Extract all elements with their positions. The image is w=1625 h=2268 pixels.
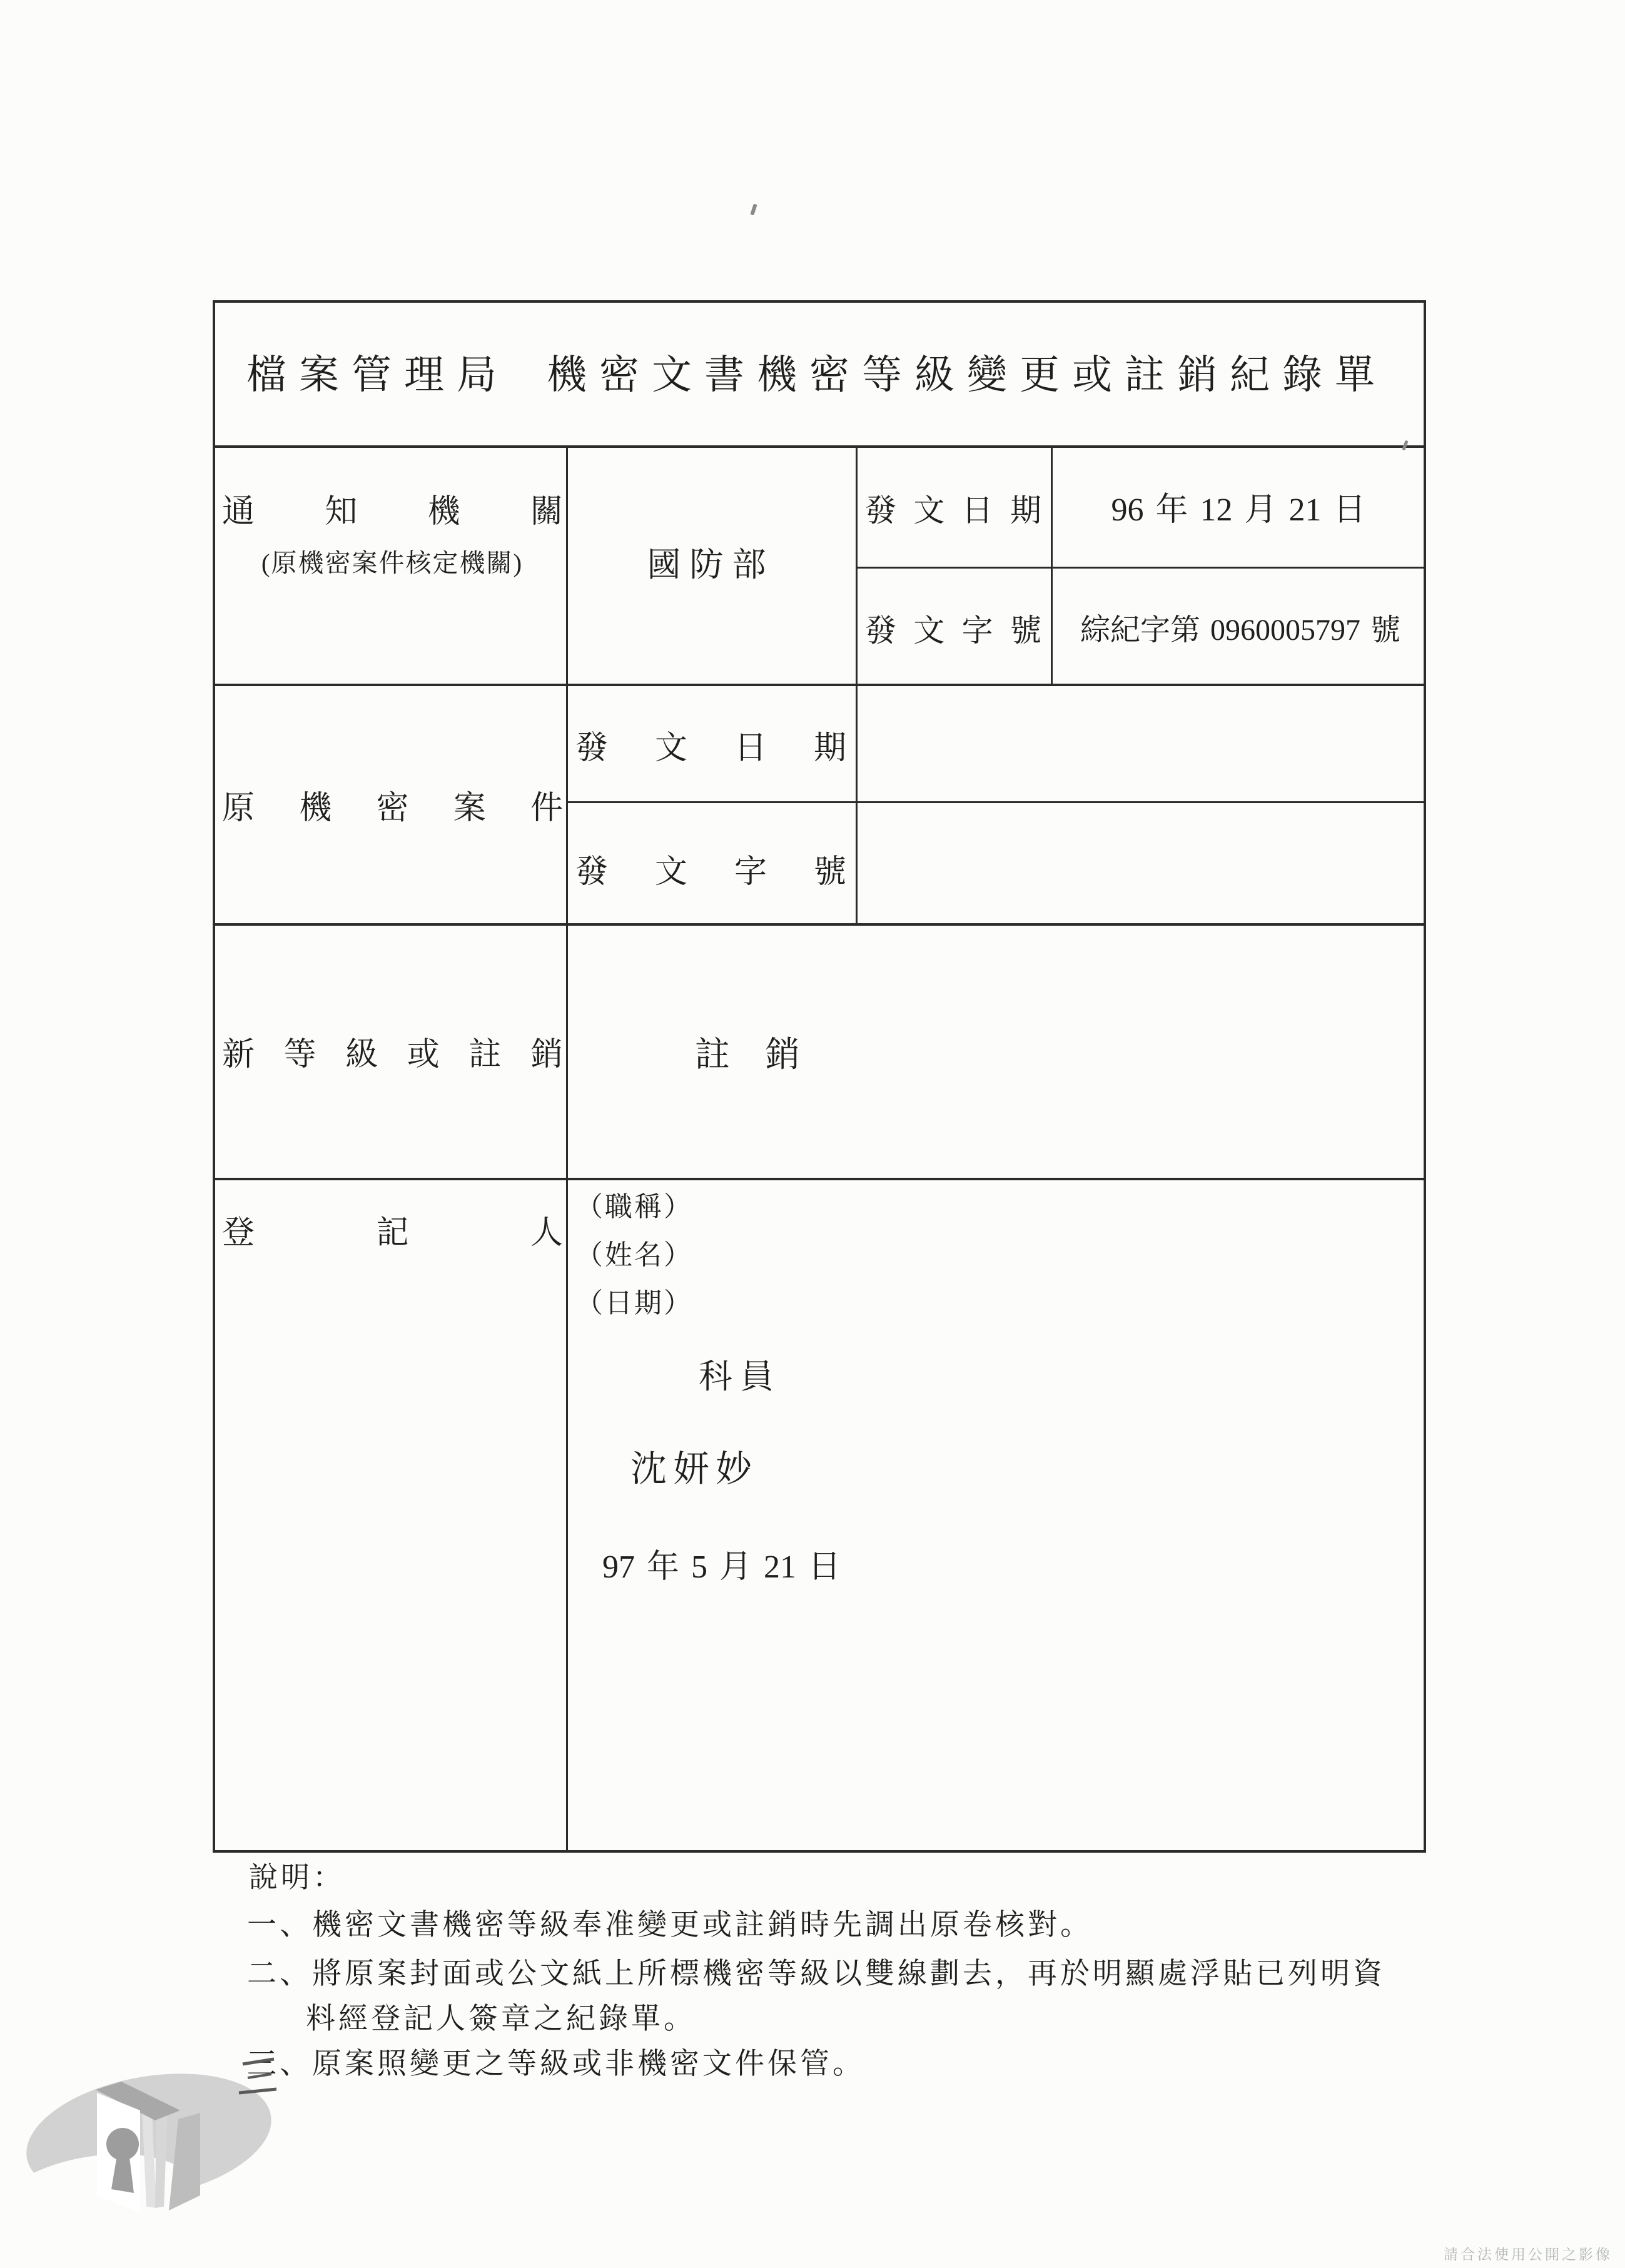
registrar-label: 登 記 人	[222, 1215, 563, 1251]
original-case-label: 原 機 密 案 件	[222, 790, 563, 826]
table-line	[213, 1178, 1426, 1180]
registrar-title-value: 科員	[699, 1358, 781, 1395]
table-line	[566, 801, 1426, 803]
registrar-name-value: 沈妍妙	[630, 1449, 759, 1489]
dispatch-no-label-2: 發 文 字 號	[575, 854, 846, 890]
dispatch-date-value-2	[858, 726, 1426, 761]
dispatch-date-label-1: 發 文 日 期	[865, 493, 1041, 528]
table-line	[1051, 445, 1053, 685]
archives-logo	[19, 2050, 281, 2268]
dispatch-no-value-2	[858, 849, 1426, 884]
new-level-label: 新 等 級 或 註 銷	[222, 1036, 563, 1073]
dispatch-date-label-2: 發 文 日 期	[575, 730, 846, 766]
table-line	[213, 445, 1426, 448]
registrar-date-field: （日期）	[575, 1288, 693, 1319]
new-level-value: 註 銷	[695, 1036, 800, 1075]
archives-logo-graphic	[19, 2050, 281, 2268]
registrar-date-value: 97 年 5 月 21 日	[602, 1549, 841, 1585]
table-line	[566, 445, 568, 1850]
table-line	[856, 567, 1426, 569]
note-item-continuation: 料經登記人簽章之紀錄單。	[306, 2003, 696, 2035]
table-line	[213, 923, 1426, 926]
form-table	[213, 300, 1426, 1853]
scan-speck	[750, 204, 757, 216]
notify-agency-label: 通 知 機 關	[222, 494, 563, 530]
agency-value: 國防部	[647, 546, 775, 584]
notify-agency-note: (原機密案件核定機關)	[261, 549, 524, 577]
table-line	[213, 684, 1426, 686]
note-item: 一、機密文書機密等級奉准變更或註銷時先調出原卷核對。	[247, 1909, 1093, 1941]
registrar-title-field: （職稱）	[575, 1192, 693, 1222]
notes-heading: 說明：	[249, 1861, 345, 1893]
note-item: 三、原案照變更之等級或非機密文件保管。	[247, 2048, 865, 2080]
note-item: 二、將原案封面或公文紙上所標機密等級以雙線劃去，再於明顯處浮貼已列明資	[247, 1958, 1385, 1990]
registrar-name-field: （姓名）	[575, 1240, 693, 1270]
dispatch-no-label-1: 發 文 字 號	[865, 613, 1041, 648]
dispatch-no-value-1: 綜紀字第 0960005797 號	[1080, 614, 1400, 647]
usage-watermark: 請合法使用公開之影像	[1444, 2247, 1612, 2262]
form-title: 檔案管理局 機密文書機密等級變更或註銷紀錄單	[246, 353, 1387, 397]
dispatch-date-value-1: 96 年 12 月 21 日	[1111, 492, 1366, 528]
